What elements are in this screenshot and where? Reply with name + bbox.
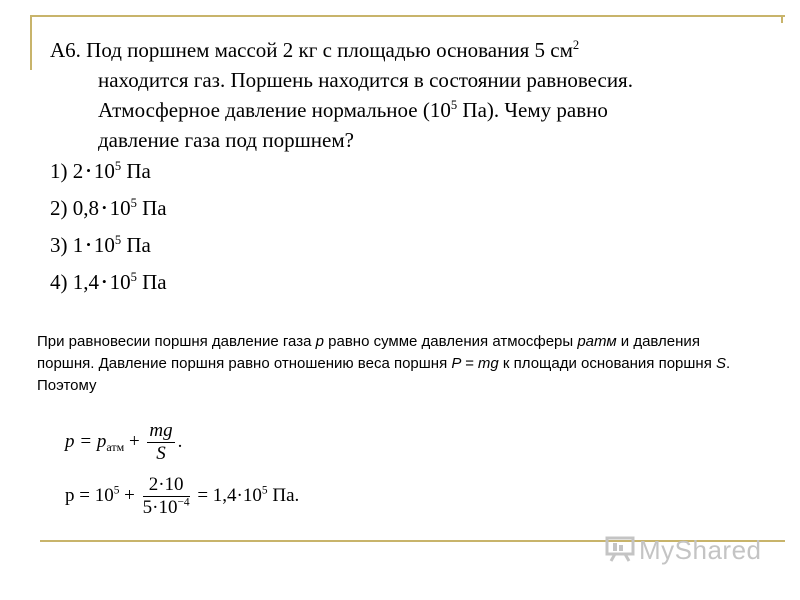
answer-label: 1) 2 <box>50 159 84 183</box>
expl-var-S: S <box>716 355 727 372</box>
logo-text: MyShared <box>639 535 762 565</box>
answer-exp: 5 <box>114 159 122 173</box>
answer-power: 10 <box>109 270 131 294</box>
answer-power: 10 <box>109 196 131 220</box>
formula1-num: mg <box>149 420 173 441</box>
formula1-end: . <box>177 430 183 452</box>
answer-unit: Па <box>126 159 151 183</box>
answer-label: 2) 0,8 <box>50 196 99 220</box>
formula1-lhs: p = p <box>65 430 107 452</box>
formula-pressure <box>65 420 182 465</box>
answer-option-3 <box>50 230 167 267</box>
formula2-num: 2·10 <box>143 474 190 497</box>
answer-unit: Па <box>126 233 151 257</box>
formula2-den-exp: −4 <box>177 496 190 509</box>
expl-var-P: P = mg <box>451 355 499 372</box>
mult-dot: • <box>102 200 107 215</box>
answer-option-1 <box>50 156 167 193</box>
answer-exp: 5 <box>114 233 122 247</box>
formula2-plus: + <box>119 484 140 506</box>
mult-dot: • <box>102 274 107 289</box>
formula2-res-exp: 5 <box>261 484 268 497</box>
question-number: А6. <box>50 38 81 62</box>
answer-list <box>50 156 167 304</box>
expl-text-2: равно сумме давления атмосферы <box>323 333 578 350</box>
answer-exp: 5 <box>130 270 137 284</box>
formula1-fraction <box>147 420 174 465</box>
question-line-4: давление газа под поршнем? <box>98 128 354 152</box>
formula2-fraction <box>143 474 190 519</box>
frame-right-line <box>781 15 783 23</box>
formula1-plus: + <box>124 430 145 452</box>
expl-text-3: и давления поршня. Давление поршня равно отношению веса поршня <box>37 333 700 372</box>
formula2-unit: Па. <box>267 484 300 506</box>
answer-power: 10 <box>93 159 115 183</box>
question-line-3 <box>50 95 790 125</box>
formula2-lhs: p = 10 <box>65 484 114 506</box>
formula2-den <box>143 497 190 519</box>
question-line-3-pre: Атмосферное давление нормальное (10 <box>98 98 451 122</box>
explanation-paragraph <box>37 331 757 397</box>
answer-label: 4) 1,4 <box>50 270 99 294</box>
presentation-board-icon <box>605 536 635 569</box>
expl-text-4: к площади основания поршня <box>498 355 717 372</box>
formula1-den: S <box>156 443 166 464</box>
expl-text-1: При равновесии поршня давление газа <box>37 333 316 350</box>
answer-label: 3) 1 <box>50 233 84 257</box>
formula2-den-pre: 5·10 <box>142 497 178 518</box>
answer-option-4 <box>50 267 167 304</box>
question-text <box>50 35 790 155</box>
frame-top-line <box>30 15 785 17</box>
formula2-eq: = 1,4·10 <box>192 484 262 506</box>
question-line-1 <box>50 35 790 65</box>
frame-left-line <box>30 15 32 70</box>
expl-text-5: . Поэтому <box>37 355 731 394</box>
mult-dot: • <box>86 237 91 252</box>
answer-exp: 5 <box>130 196 137 210</box>
sup-2: 2 <box>572 38 580 52</box>
myshared-logo <box>605 535 762 569</box>
mult-dot: • <box>86 163 91 178</box>
formula1-sub: атм <box>106 439 125 454</box>
answer-unit: Па <box>142 196 167 220</box>
answer-option-2 <box>50 193 167 230</box>
answer-power: 10 <box>93 233 115 257</box>
question-line-3-post: Па). Чему равно <box>457 98 608 122</box>
question-line-1-text: Под поршнем массой 2 кг с площадью основания 5 см <box>86 38 573 62</box>
expl-var-patm: pатм <box>577 333 617 350</box>
formula-calculation <box>65 474 299 519</box>
sup-5: 5 <box>450 98 458 112</box>
answer-unit: Па <box>142 270 167 294</box>
question-line-2: находится газ. Поршень находится в состоянии равновесия. <box>98 68 633 92</box>
expl-var-p: p <box>315 333 324 350</box>
formula2-exp: 5 <box>113 484 120 497</box>
